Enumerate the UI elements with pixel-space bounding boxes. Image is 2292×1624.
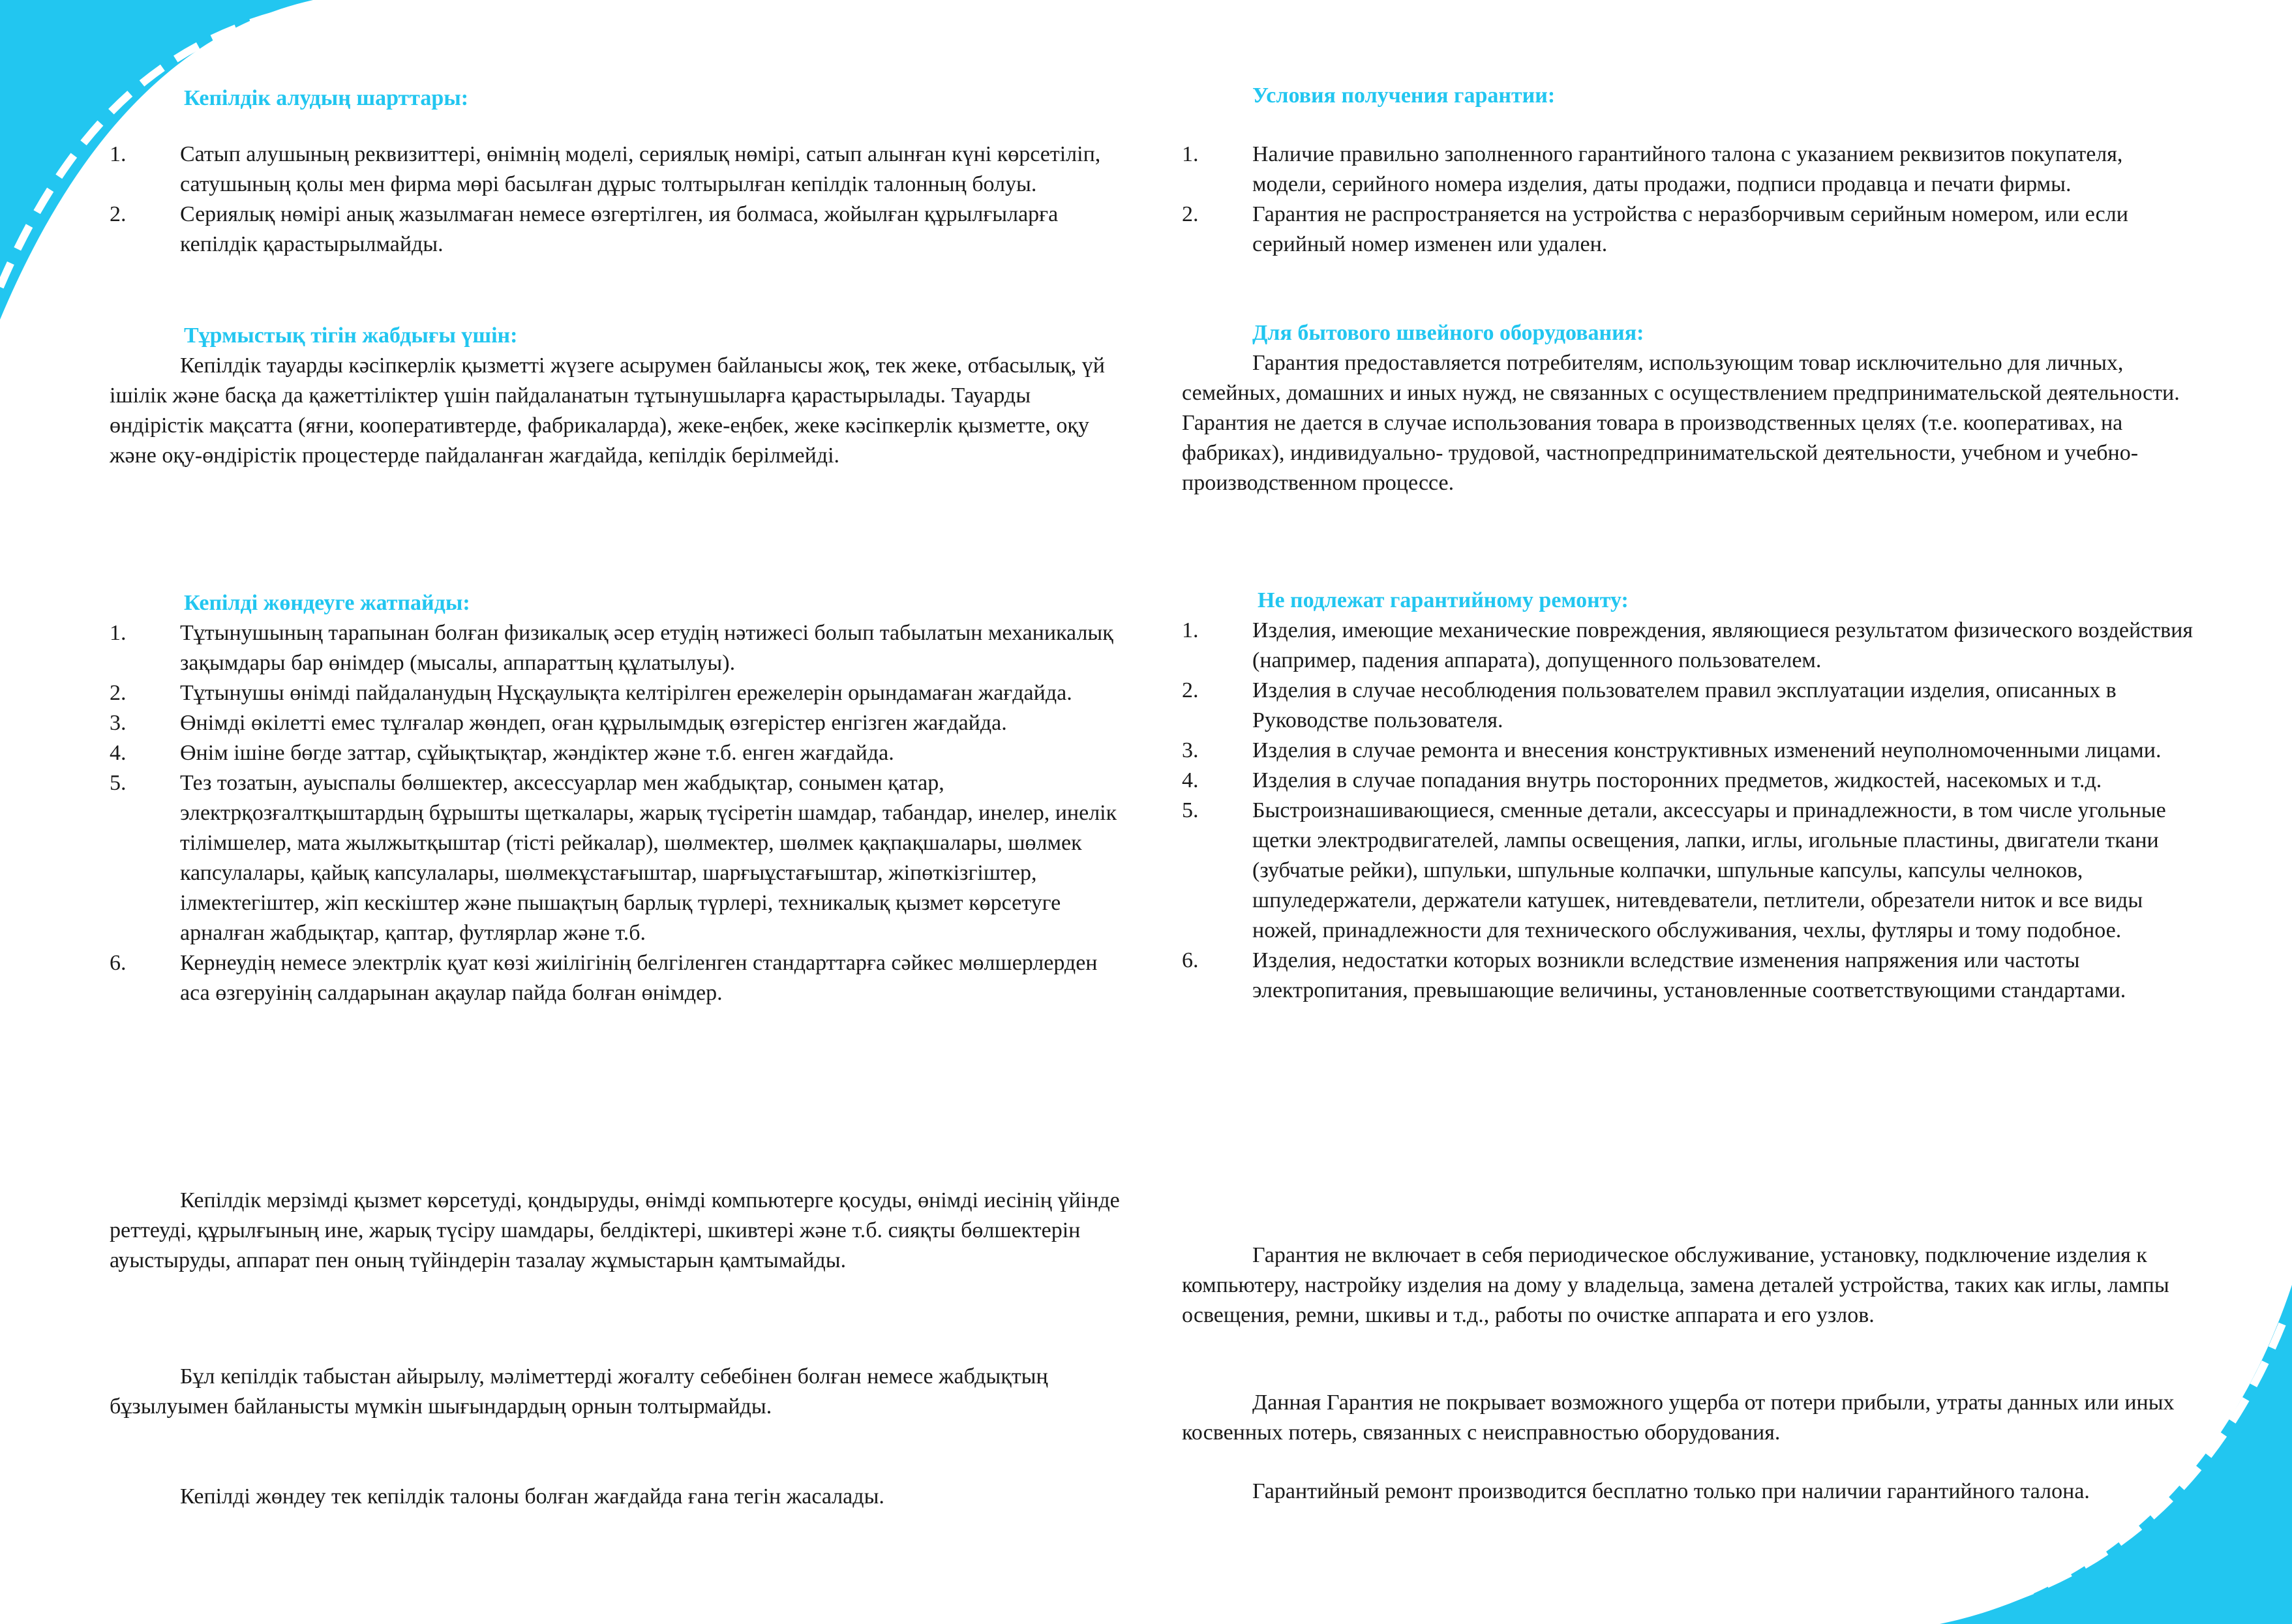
kz-household-text: Кепілдік тауарды кәсіпкерлік қызметті жүзеге асырумен байланысы жоқ, тек жеке, отбасылық, үй ішілік және басқа да қажеттіліктер үшін пайдаланатын тұтынушыларға қарастырылады. Тауарды өндірістік мақсатта (яғни, кооперативтерде, фабрикаларда), жеке-еңбек, жеке кәсіпкерлік қызметте, оқу және оқу-өндірістік процестерде пайдаланған жағдайда, кепілдік берілмейді. — [110, 353, 1105, 468]
list-item: 5. Быстроизнашивающиеся, сменные детали, аксессуары и принадлежности, в том числе угольные щетки электродвигателей, лампы освещения, лапки, иглы, игольные пластины, двигатели ткани (зубчатые рейки), шпульки, шпульные колпачки, шпульные капсулы, капсулы челноков, шпуледержатели, держатели катушек, нитевдеватели, петлители, обрезатели ниток и все виды ножей, принадлежности для технического обслуживания, чехлы, футляры и тому подобное. — [1182, 798, 2166, 942]
kz-conditions-heading: Кепілдік алудың шарттары: — [184, 86, 469, 110]
ru-conditions-list — [1182, 140, 2199, 260]
list-item: 4. Өнім ішіне бөгде заттар, сұйықтықтар, жәндіктер және т.б. енген жағдайда. — [110, 741, 894, 765]
kz-service-text: Кепілдік мерзімді қызмет көрсетуді, қондыруды, өнімді компьютерге қосуды, өнімді иесінің үйінде реттеуді, құрылғының ине, жарық түсіру шамдары, белдіктері, шкивтері және т.б. сияқты бөлшектерін ауыстыруды, аппарат пен оның түйіндерін тазалау жұмыстарын қамтымайды. — [110, 1188, 1120, 1272]
kz-not-covered-heading: Кепілді жөндеуге жатпайды: — [184, 591, 470, 615]
ru-service-text: Гарантия не включает в себя периодическое обслуживание, установку, подключение изделия к компьютеру, настройку изделия на дому у владельца, замена деталей устройства, таких как иглы, лампы освещения, ремни, шкивы и т.д., работы по очистке аппарата и его узлов. — [1182, 1243, 2169, 1327]
ru-loss-text: Данная Гарантия не покрывает возможного ущерба от потери прибыли, утраты данных или иных косвенных потерь, связанных с неисправностью оборудования. — [1182, 1391, 2175, 1445]
kz-loss-text: Бұл кепілдік табыстан айырылу, мәліметтерді жоғалту себебінен болған немесе жабдықтың бұзылуымен байланысты мүмкін шығындардың орнын толтырмайды. — [110, 1364, 1048, 1419]
ru-free-repair-text: Гарантийный ремонт производится бесплатно только при наличии гарантийного талона. — [1252, 1479, 2090, 1503]
list-item: 2. Гарантия не распространяется на устройства с неразборчивым серийным номером, или если серийный номер изменен или удален. — [1182, 202, 2128, 256]
kz-household-heading: Тұрмыстық тігін жабдығы үшін: — [184, 323, 518, 348]
list-item: 2. Изделия в случае несоблюдения пользователем правил эксплуатации изделия, описанных в Руководстве пользователя. — [1182, 678, 2117, 732]
kz-conditions-list — [110, 140, 1127, 260]
list-item: 3. Изделия в случае ремонта и внесения конструктивных изменений неуполномоченными лицами. — [1182, 738, 2162, 762]
ru-household-heading: Для бытового швейного оборудования: — [1252, 321, 1644, 345]
list-item: 6. Кернеудің немесе электрлік қуат көзі жиілігінің белгіленген стандарттарға сәйкес мөлшерлерден аса өзгеруінің салдарынан ақаулар пайда болған өнімдер. — [110, 951, 1098, 1005]
ru-household-text: Гарантия предоставляется потребителям, использующим товар исключительно для личных, семейных, домашних и иных нужд, не связанных с осуществлением предпринимательской деятельности. Гарантия не дается в случае использования товара в производственных целях (т.е. кооперативах, на фабриках), индивидуально- трудовой, частнопредпринимательской деятельности, учебном и учебно- производственном процессе. — [1182, 351, 2180, 495]
list-item: 6. Изделия, недостатки которых возникли вследствие изменения напряжения или частоты электропитания, превышающие величины, установленные соответствующими стандартами. — [1182, 948, 2126, 1002]
list-item: 1. Изделия, имеющие механические повреждения, являющиеся результатом физического воздействия (например, падения аппарата), допущенного пользователем. — [1182, 618, 2193, 672]
kz-not-covered-list — [110, 618, 1127, 1008]
list-item: 5. Тез тозатын, ауыспалы бөлшектер, аксессуарлар мен жабдықтар, сонымен қатар, электрқозғалтқыштардың бұрышты щеткалары, жарық түсіретін шамдар, табандар, инелер, инелік тілімшелер, мата жылжытқыштар (тісті рейкалар), шөлмектер, шөлмек қақпақшалары, шөлмек капсулалары, қайық капсулалары, шөлмекұстағыштар, шарғыұстағыштар, жіпөткізгіштер, ілмектегіштер, жіп кескіштер және пышақтың барлық түрлері, техникалық қызмет көрсетуге арналған жабдықтар, қаптар, футлярлар және т.б. — [110, 771, 1117, 945]
list-item: 3. Өнімді өкілетті емес тұлғалар жөндеп, оған құрылымдық өзгерістер енгізген жағдайда. — [110, 711, 1007, 735]
kz-free-repair-text: Кепілді жөндеу тек кепілдік талоны болған жағдайда ғана тегін жасалады. — [180, 1484, 884, 1509]
corner-swoosh-bottom-right — [1927, 1285, 2292, 1624]
list-item: 1. Тұтынушының тарапынан болған физикалық әсер етудің нәтижесі болып табылатын механикалық зақымдары бар өнімдер (мысалы, аппараттың құлатылуы). — [110, 621, 1113, 675]
list-item: 2. Сериялық нөмірі анық жазылмаған немесе өзгертілген, ия болмаса, жойылған құрылғыларға кепілдік қарастырылмайды. — [110, 202, 1059, 256]
ru-not-covered-heading: Не подлежат гарантийному ремонту: — [1258, 588, 1629, 612]
ru-conditions-heading: Условия получения гарантии: — [1252, 83, 1556, 108]
list-item: 4. Изделия в случае попадания внутрь посторонних предметов, жидкостей, насекомых и т.д. — [1182, 768, 2102, 792]
list-item: 1. Сатып алушының реквизиттері, өнімнің моделі, сериялық нөмірі, сатып алынған күні көрсетіліп, сатушының қолы мен фирма мөрі басылған дұрыс толтырылған кепілдік талонның болуы. — [110, 142, 1101, 196]
ru-not-covered-list — [1182, 616, 2199, 1006]
list-item: 1. Наличие правильно заполненного гарантийного талона с указанием реквизитов покупателя, модели, серийного номера изделия, даты продажи, подписи продавца и печати фирмы. — [1182, 142, 2123, 196]
list-item: 2. Тұтынушы өнімді пайдаланудың Нұсқаулықта келтірілген ережелерін орындамаған жағдайда. — [110, 681, 1072, 705]
